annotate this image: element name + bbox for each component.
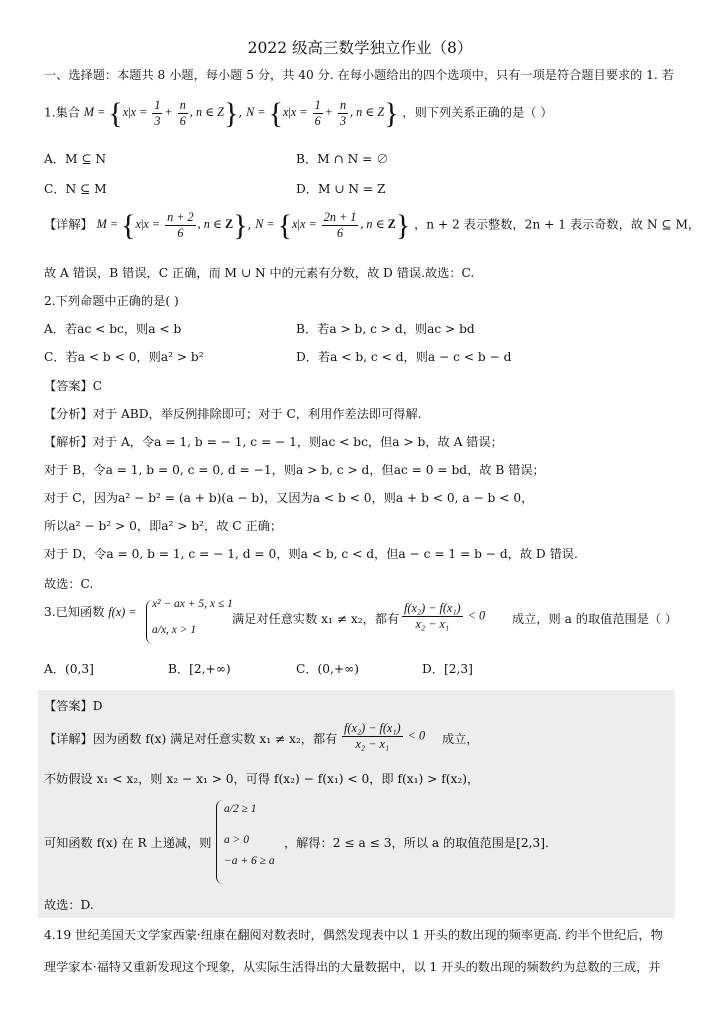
q2-solution-a: 【解析】对于 A，令a = 1, b = − 1, c = − 1，则ac < bc，但a > b，故 A 错误； [44, 435, 503, 449]
q2-option-d: D．若a < b, c < d，则a − c < b − d [296, 350, 512, 364]
q2-solution-c: 对于 C，因为a² − b² = (a + b)(a − b)，又因为a < b < 0，则a + b < 0, a − b < 0， [44, 491, 534, 505]
q2-answer: 【答案】C [44, 379, 103, 393]
q4-line-1: 4.19 世纪美国天文学家西蒙·纽康在翻阅对数表时，偶然发现表中以 1 开头的数出现的频率更高. 约半个世纪后，物 [44, 928, 663, 942]
q2-stem: 2.下列命题中正确的是( ) [44, 294, 179, 308]
q3-detail-3-suffix: ，解得：2 ≤ a ≤ 3，所以 a 的取值范围是[2,3]. [284, 836, 549, 850]
q2-analysis: 【分析】对于 ABD，举反例排除即可；对于 C，利用作差法即可得解. [44, 407, 422, 421]
q3-condition-text: 满足对任意实数 x₁ ≠ x₂，都有 [232, 612, 400, 626]
q4-line-2: 理学家本·福特又重新发现这个现象，从实际生活得出的大量数据中，以 1 开头的数出现的频数约为总数的三成，并 [44, 960, 661, 974]
q2-option-a: A．若ac < bc，则a < b [44, 322, 182, 336]
q2-solution-c2: 所以a² − b² > 0，即a² > b²，故 C 正确； [44, 519, 283, 533]
q3-detail-1-suffix: 成立， [442, 732, 479, 746]
q1-detail-text: ，n + 2 表示整数，2n + 1 表示奇数，故 N ⊆ M， [414, 217, 701, 232]
q3-stem [44, 603, 136, 620]
q3-option-b: B．[2,+∞) [168, 662, 231, 676]
q1-option-c: C．N ⊆ M [44, 182, 107, 196]
q3-answer: 【答案】D [44, 699, 103, 713]
q1-option-b: B．M ∩ N = ∅ [296, 152, 389, 166]
q3-system-3: −a + 6 ≥ a [224, 855, 275, 867]
q3-option-d: D．[2,3] [422, 662, 473, 676]
q1-detail: 【详解】 M = {x|x = $\frac{n + 2}{6}$ , n ∈ Z}, N = {x|x = $\frac{2n + 1}{6}$ , n ∈ Z} ，n + 2 表示整数，2n + 1 表示奇数，故 N ⊆ M， [44, 208, 701, 242]
q1-prefix: 1.集合 [44, 105, 81, 120]
q3-final: 故选：D. [44, 898, 94, 912]
q2-option-c: C．若a < b < 0，则a² > b² [44, 350, 204, 364]
q1-detail-label: 【详解】 [44, 217, 93, 232]
q1-option-d: D．M ∪ N = Z [296, 182, 386, 196]
q2-solution-b: 对于 B，令a = 1, b = 0, c = 0, d = −1，则a > b, c > d，但ac = 0 = bd，故 B 错误； [44, 463, 545, 477]
q1-detail-m: M = {x|x = $\frac{n + 2}{6}$ , n ∈ Z} [96, 208, 248, 242]
q3-detail-2: 不妨假设 x₁ < x₂，则 x₂ − x₁ > 0，可得 f(x₂) − f(x₁) < 0，即 f(x₁) > f(x₂)， [44, 772, 480, 786]
q1-suffix: ，则下列关系正确的是（ ） [402, 105, 553, 120]
q2-solution-d: 对于 D，令a = 0, b = 1, c = − 1, d = 0，则a < b, c < d，但a − c = 1 = b − d，故 D 错误. [44, 547, 578, 561]
q2-option-b: B．若a > b, c > d，则ac > bd [296, 322, 475, 336]
q1-option-a: A．M ⊆ N [44, 152, 107, 166]
q3-option-c: C．(0,+∞) [296, 662, 360, 676]
q3-suffix: 成立，则 a 的取值范围是（ ） [512, 612, 678, 626]
section-intro: 一、选择题：本题共 8 小题，每小题 5 分，共 40 分. 在每小题给出的四个选项中，只有一项是符合题目要求的 1. 若 [44, 68, 674, 82]
q1-detail-n: N = {x|x = $\frac{2n + 1}{6}$ , n ∈ Z} [255, 208, 411, 242]
q3-function: f(x) = [108, 605, 137, 619]
q1-stem: 1.集合 M = {x|x = $\frac{1}{3}$ + $\frac{n}{6}$ , n ∈ Z}, N = {x|x = $\frac{1}{6}$ + $\frac{n}{3}$ , n ∈ Z} ，则下列关系正确的是（ ） [44, 96, 553, 130]
q1-set-n: N = {x|x = $\frac{1}{6}$ + $\frac{n}{3}$ , n ∈ Z} [246, 96, 399, 130]
q3-detail-1: 【详解】因为函数 f(x) 满足对任意实数 x₁ ≠ x₂，都有 [44, 732, 338, 746]
q3-system-2: a > 0 [224, 834, 250, 846]
q3-detail-condition: $\frac{\text{f(x₂) − f(x₁)}}{\text{x₂ − x₁}}$ < 0 [344, 721, 426, 751]
q3-piece-2: a/x, x > 1 [152, 624, 197, 636]
q3-piece-1: x² − ax + 5, x ≤ 1 [152, 598, 233, 610]
q3-option-a: A．(0,3] [44, 662, 94, 676]
q2-final: 故选：C. [44, 577, 94, 591]
q3-detail-3-prefix: 可知函数 f(x) 在 R 上递减，则 [44, 836, 212, 850]
q1-detail-line2: 故 A 错误，B 错误，C 正确，而 M ∪ N 中的元素有分数，故 D 错误.故选：C. [44, 266, 475, 280]
page-title: 2022 级高三数学独立作业（8） [247, 39, 473, 57]
q3-system-brace [216, 800, 223, 884]
q3-prefix: 3.已知函数 [44, 605, 105, 619]
q3-condition: $\frac{\text{f(x₂) − f(x₁)}}{\text{x₂ − x₁}}$ < 0 [404, 601, 486, 631]
q1-set-m: M = {x|x = $\frac{1}{3}$ + $\frac{n}{6}$ , n ∈ Z} [83, 96, 239, 130]
q3-system-1: a/2 ≥ 1 [224, 803, 257, 815]
